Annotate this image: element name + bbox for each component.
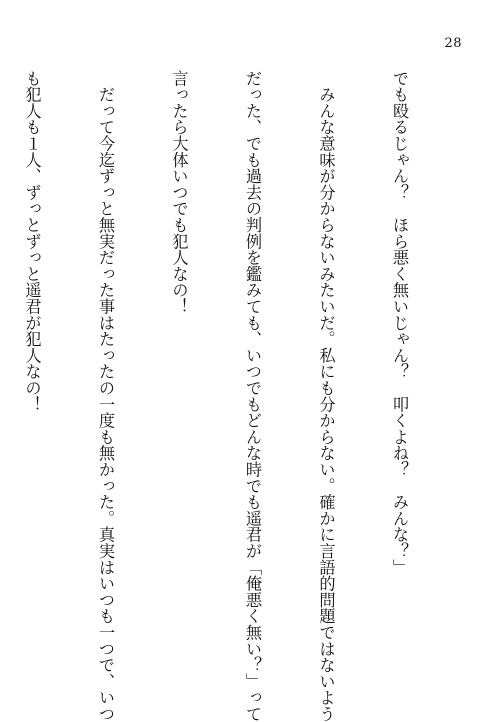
text-line: も犯人も１人、ずっとずっと遥君が犯人なの！: [22, 70, 42, 413]
page-number: 28: [444, 36, 462, 51]
text-line: でも殴るじゃん？ ほら悪く無いじゃん？ 叩くよね？ みんな？」: [390, 70, 409, 576]
text-line: だって今迄ずっと無実だった事はたったの一度も無かった。真実はいつも一つで、いつ: [96, 70, 115, 722]
text-line: みんな意味が分からないみたいだ。私にも分からない。確かに言語的問題ではないよう: [316, 70, 336, 722]
novel-text-body: [22, 70, 460, 722]
text-line: だった、でも過去の判例を鑑みても、いつでもどんな時でも遥君が「俺悪く無い？」って: [243, 70, 262, 722]
text-line: 言ったら大体いつでも犯人なの！: [169, 70, 189, 315]
